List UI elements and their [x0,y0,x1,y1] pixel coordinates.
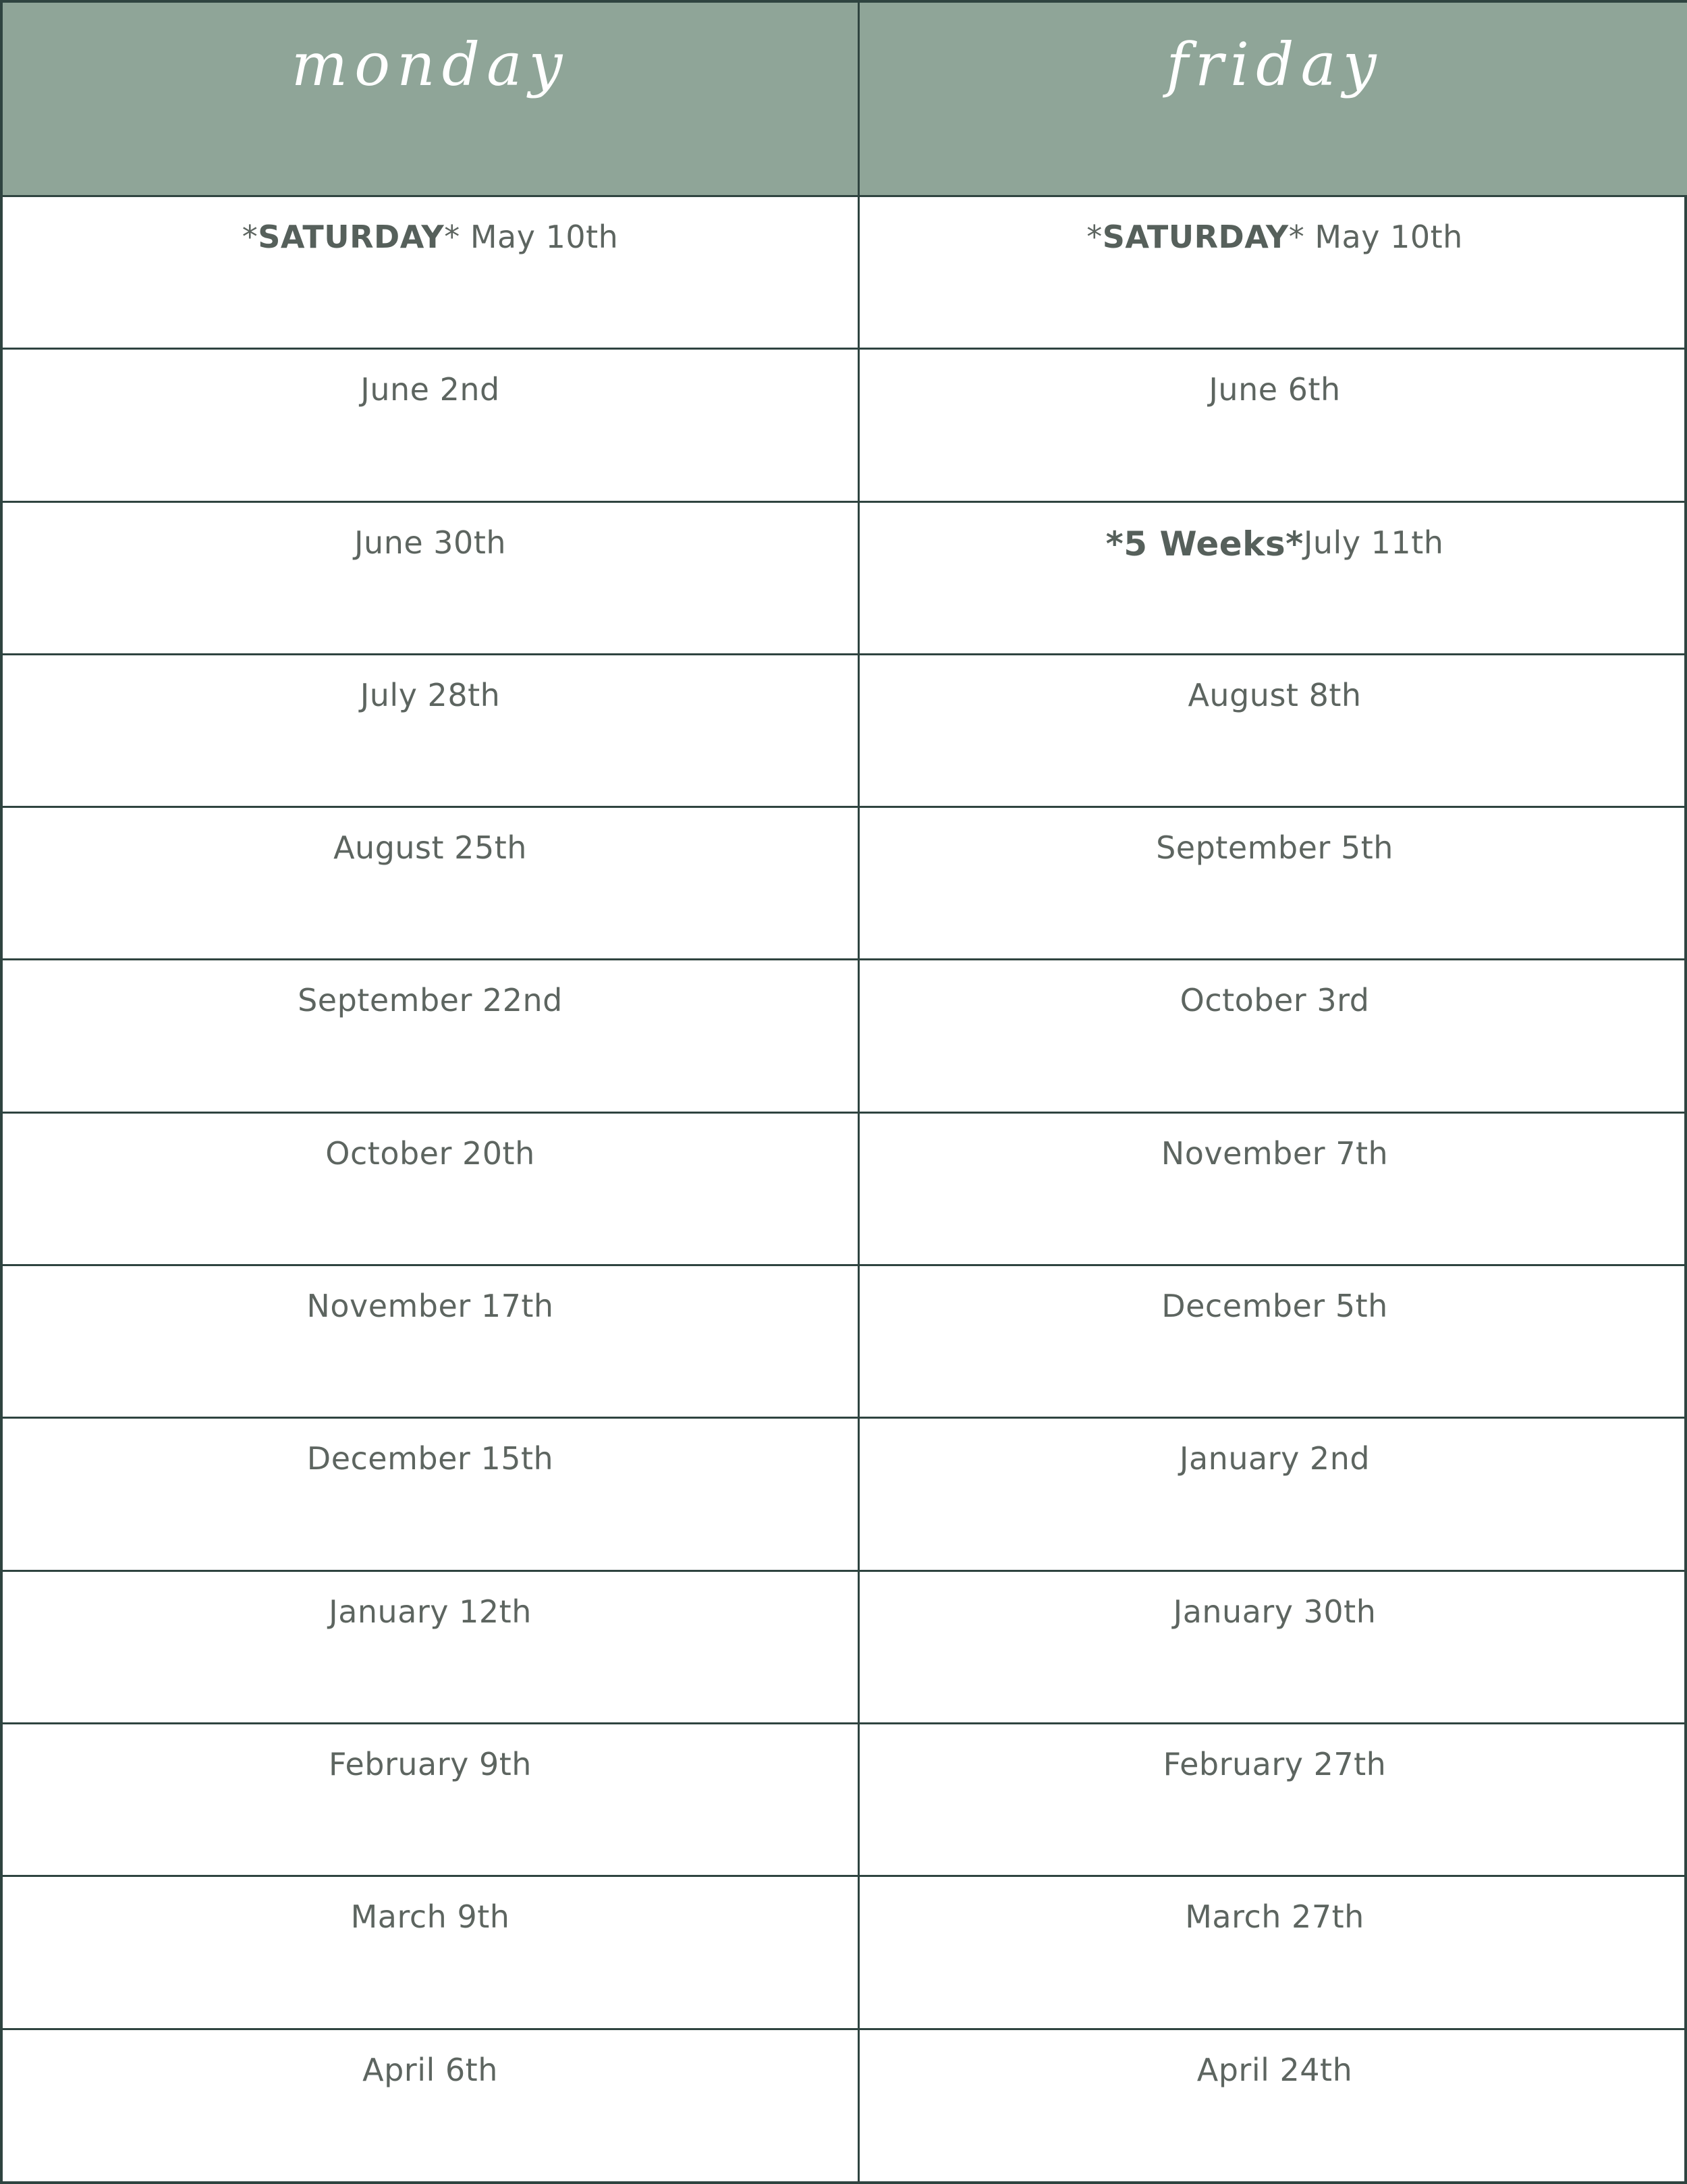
header-monday: monday [3,3,860,197]
date-bold: SATURDAY [1102,219,1289,255]
friday-date-cell: February 27th [860,1724,1687,1877]
date-suffix: July 11th [1303,524,1444,561]
monday-date-cell [3,197,860,350]
monday-date-cell: December 15th [3,1419,860,1571]
friday-date-cell: September 5th [860,808,1687,960]
monday-date-cell: August 25th [3,808,860,960]
friday-date-cell [860,197,1687,350]
monday-date-cell: January 12th [3,1572,860,1724]
monday-date-cell: September 22nd [3,960,860,1113]
monday-date-cell: July 28th [3,655,860,808]
friday-date-cell: April 24th [1196,2051,1353,2088]
friday-date-cell: October 3rd [860,960,1687,1113]
date-bold: SATURDAY [258,219,445,255]
monday-date-cell: April 6th [3,2030,860,2183]
friday-date-cell: January 30th [860,1572,1687,1724]
monday-date-cell: February 9th [3,1724,860,1877]
monday-date-cell: November 17th [3,1266,860,1419]
friday-date-cell: November 7th [860,1114,1687,1266]
friday-date-cell: December 5th [860,1266,1687,1419]
monday-date-cell: March 9th [3,1877,860,2029]
friday-date-cell: March 27th [860,1877,1687,2029]
date-bold: *5 Weeks* [1105,524,1304,564]
header-friday: friday [860,3,1687,197]
friday-date-cell: June 6th [860,350,1687,502]
date-suffix: * May 10th [1288,219,1463,255]
date-prefix: * [242,219,258,255]
monday-date-cell: June 2nd [3,350,860,502]
friday-date-cell: January 2nd [860,1419,1687,1571]
monday-date-cell: October 20th [3,1114,860,1266]
date-suffix: * May 10th [444,219,619,255]
date-prefix: * [1086,219,1103,255]
monday-date-cell: June 30th [3,503,860,655]
friday-date-cell: August 8th [860,655,1687,808]
friday-date-cell [860,503,1687,655]
